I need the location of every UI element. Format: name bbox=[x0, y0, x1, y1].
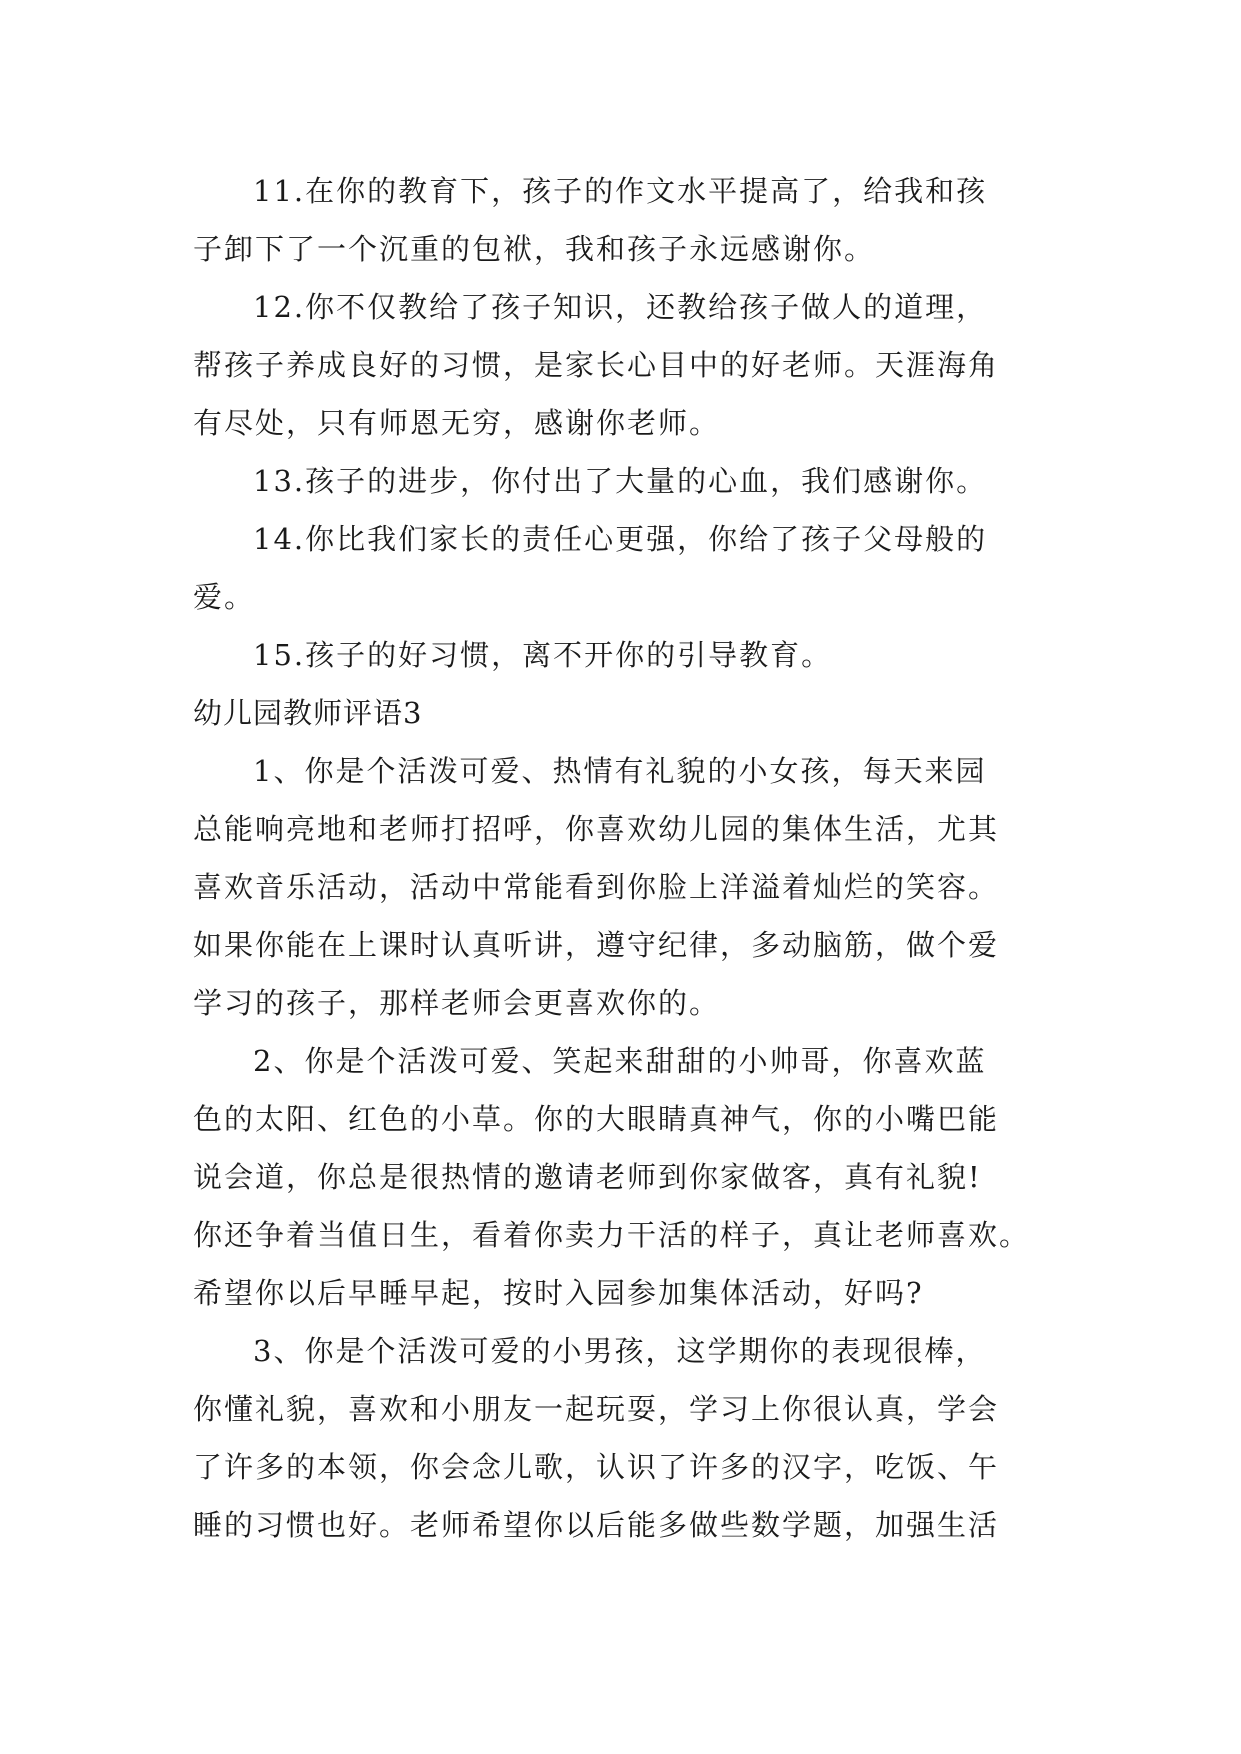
comment-3-line-3: 了许多的本领，你会念儿歌，认识了许多的汉字，吃饭、午 bbox=[193, 1450, 1000, 1484]
paragraph-15-line-1: 15.孩子的好习惯，离不开你的引导教育。 bbox=[253, 638, 833, 672]
paragraph-14-line-1: 14.你比我们家长的责任心更强，你给了孩子父母般的 bbox=[253, 522, 988, 556]
document-body bbox=[193, 162, 1063, 1554]
paragraph-12-line-3: 有尽处，只有师恩无穷，感谢你老师。 bbox=[193, 406, 721, 440]
comment-2-line-1: 2、你是个活泼可爱、笑起来甜甜的小帅哥，你喜欢蓝 bbox=[253, 1044, 987, 1078]
comment-1-line-4: 如果你能在上课时认真听讲，遵守纪律，多动脑筋，做个爱 bbox=[193, 928, 1000, 962]
comment-3-line-2: 你懂礼貌，喜欢和小朋友一起玩耍，学习上你很认真，学会 bbox=[193, 1392, 1000, 1426]
comment-1-line-2: 总能响亮地和老师打招呼，你喜欢幼儿园的集体生活，尤其 bbox=[193, 812, 1000, 846]
comment-2-line-2: 色的太阳、红色的小草。你的大眼睛真神气，你的小嘴巴能 bbox=[193, 1102, 1000, 1136]
comment-1-line-3: 喜欢音乐活动，活动中常能看到你脸上洋溢着灿烂的笑容。 bbox=[193, 870, 1000, 904]
comment-2-line-3: 说会道，你总是很热情的邀请老师到你家做客，真有礼貌! bbox=[193, 1160, 982, 1194]
paragraph-12-line-2: 帮孩子养成良好的习惯，是家长心目中的好老师。天涯海角 bbox=[193, 348, 1000, 382]
paragraph-12-line-1: 12.你不仅教给了孩子知识，还教给孩子做人的道理， bbox=[253, 290, 988, 324]
comment-3-line-1: 3、你是个活泼可爱的小男孩，这学期你的表现很棒， bbox=[253, 1334, 987, 1368]
paragraph-11-line-1: 11.在你的教育下，孩子的作文水平提高了，给我和孩 bbox=[253, 174, 988, 208]
section-heading: 幼儿园教师评语3 bbox=[193, 696, 423, 730]
comment-2-line-5: 希望你以后早睡早起，按时入园参加集体活动，好吗? bbox=[193, 1276, 924, 1310]
comment-1-line-5: 学习的孩子，那样老师会更喜欢你的。 bbox=[193, 986, 721, 1020]
comment-2-line-4: 你还争着当值日生，看着你卖力干活的样子，真让老师喜欢。 bbox=[193, 1218, 1031, 1252]
paragraph-14-line-2: 爱。 bbox=[193, 580, 256, 614]
comment-1-line-1: 1、你是个活泼可爱、热情有礼貌的小女孩，每天来园 bbox=[253, 754, 987, 788]
comment-3-line-4: 睡的习惯也好。老师希望你以后能多做些数学题，加强生活 bbox=[193, 1508, 1000, 1542]
paragraph-13-line-1: 13.孩子的进步，你付出了大量的心血，我们感谢你。 bbox=[253, 464, 988, 498]
paragraph-11-line-2: 子卸下了一个沉重的包袱，我和孩子永远感谢你。 bbox=[193, 232, 876, 266]
